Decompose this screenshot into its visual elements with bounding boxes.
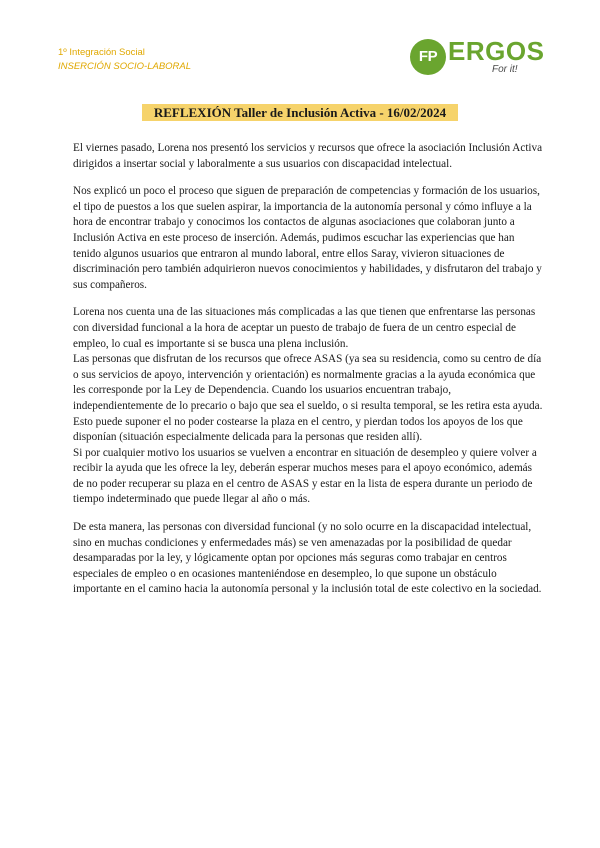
logo-brand: ERGOS: [448, 36, 545, 66]
title-container: [0, 104, 600, 122]
paragraph: De esta manera, las personas con diversidad funcional (y no solo ocurre en la discapacidad intelectual, sino en muchas condiciones y enfermedades más) se ven amenazadas por la posibilidad de quedar desamparadas por la ley, y lógicamente optan por opciones más seguras como trabajar en centros especiales de empleo o en ocasiones manteniéndose en desempleo, lo que supone un obstáculo importante en el camino hacia la autonomía personal y la inclusión total de este colectivo en la sociedad.: [73, 521, 542, 596]
document-title: REFLEXIÓN Taller de Inclusión Activa - 16/02/2024: [142, 104, 458, 121]
logo-tagline: For it!: [492, 64, 518, 75]
subject-name: INSERCIÓN SOCIO-LABORAL: [58, 61, 192, 72]
course-header: [58, 46, 191, 74]
document-body: [73, 141, 543, 610]
paragraph: Las personas que disfrutan de los recursos que ofrece ASAS (ya sea su residencia, como su centro de día o sus servicios de apoyo, intervención y orientación) es normalmente gracias a la ayuda económica que les corresponde por la Ley de Dependencia. Cuando los usuarios encuentran trabajo, independientemente de lo precario o bajo que sea el sueldo, o si resulta temporal, se les retira esta ayuda. Esto puede suponer el no poder costearse la plaza en el centro, y pierdan todos los apoyos de los que disponían (situación especialmente delicada para la personas que residen allí).: [73, 353, 543, 444]
paragraph: El viernes pasado, Lorena nos presentó los servicios y recursos que ofrece la asociación Inclusión Activa dirigidos a insertar social y laboralmente a sus usuarios con discapacidad intelectual.: [73, 142, 543, 170]
paragraph: Si por cualquier motivo los usuarios se vuelven a encontrar en situación de desempleo y quiere volver a recibir la ayuda que les ofrece la ley, deberán esperar muchos meses para el apoyo económico, además de no poder recuperar su plaza en el centro de ASAS y estar en la lista de espera durante un periodo de tiempo indeterminado que puede llegar al año o más.: [73, 446, 537, 506]
paragraph: Nos explicó un poco el proceso que siguen de preparación de competencias y formación de los usuarios, el tipo de puestos a los que suelen aspirar, la importancia de la autonomía personal y cómo influye a la hora de encontrar trabajo y conocimos los contactos de algunas asociaciones que colaboran junto a Inclusión Activa en este proceso de inserción. Además, pudimos escuchar las experiencias que han tenido algunos usuarios que entraron al mundo laboral, entre ellos Saray, vivieron situaciones de discriminación pero también adquirieron nuevos conocimientos y habilidades, y disfrutaron del trabajo y sus compañeros.: [73, 185, 542, 291]
course-name: 1º Integración Social: [58, 47, 145, 58]
paragraph: Lorena nos cuenta una de las situaciones más complicadas a las que tienen que enfrentarse las personas con diversidad funcional a la hora de aceptar un puesto de trabajo de fuera de un centro especial de empleo, lo cual es importante si se busca una plena inclusión.: [73, 306, 536, 350]
fp-badge-icon: FP: [410, 39, 446, 75]
fp-ergos-logo: [410, 36, 545, 82]
